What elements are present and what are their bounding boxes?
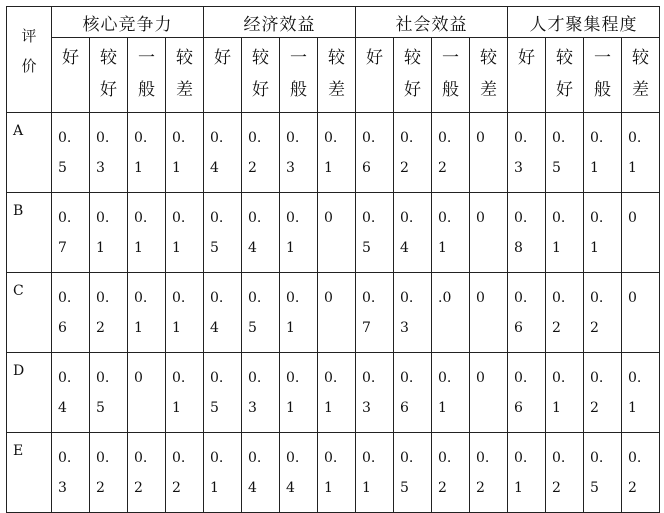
- table-row: [7, 273, 660, 353]
- cell-value: 0. 1: [172, 290, 186, 336]
- table-cell: [166, 273, 204, 353]
- cell-value: 0. 1: [552, 370, 566, 416]
- cell-value: 0. 2: [628, 450, 642, 496]
- cell-value: 0. 4: [58, 370, 72, 416]
- level-header-average: 一 般: [280, 38, 318, 113]
- cell-value: 0. 6: [514, 370, 528, 416]
- table-cell: [318, 353, 356, 433]
- level-header-good: 好: [52, 38, 90, 113]
- level-header-average: 一 般: [432, 38, 470, 113]
- table-body: [7, 113, 660, 513]
- cell-value: 0. 1: [96, 210, 110, 256]
- table-cell: [128, 353, 166, 433]
- cell-value: 0. 6: [362, 130, 376, 176]
- level-header-good: 好: [204, 38, 242, 113]
- cell-value: 0. 4: [248, 210, 262, 256]
- cell-value: 0. 3: [400, 290, 414, 336]
- level-header-fairly-good: 较 好: [242, 38, 280, 113]
- level-header-row: [7, 38, 660, 113]
- cell-value: 0. 2: [400, 130, 414, 176]
- cell-value: 0. 1: [210, 450, 224, 496]
- group-header-social-benefit: 社会效益: [356, 7, 508, 38]
- cell-value: 0. 1: [172, 130, 186, 176]
- cell-value: 0. 2: [438, 130, 452, 176]
- cell-value: 0: [324, 290, 333, 306]
- table-cell: [546, 113, 584, 193]
- table-cell: [508, 193, 546, 273]
- table-cell: [470, 113, 508, 193]
- corner-label: 评 价: [21, 27, 37, 75]
- cell-value: 0. 4: [248, 450, 262, 496]
- cell-value: 0. 8: [514, 210, 528, 256]
- table-cell: [508, 353, 546, 433]
- table-cell: [622, 353, 660, 433]
- cell-value: 0. 2: [590, 370, 604, 416]
- table-cell: [356, 433, 394, 513]
- table-cell: [508, 113, 546, 193]
- group-header-talent-concentration: 人才聚集程度: [508, 7, 660, 38]
- table-cell: [128, 433, 166, 513]
- cell-value: 0: [476, 290, 485, 306]
- table-cell: [622, 193, 660, 273]
- cell-value: 0: [134, 370, 143, 386]
- table-cell: [394, 433, 432, 513]
- cell-value: 0. 2: [96, 450, 110, 496]
- table-cell: [470, 433, 508, 513]
- table-cell: [52, 273, 90, 353]
- level-header-good: 好: [356, 38, 394, 113]
- cell-value: 0. 6: [400, 370, 414, 416]
- cell-value: 0. 7: [362, 290, 376, 336]
- table-cell: [356, 193, 394, 273]
- cell-value: 0. 6: [514, 290, 528, 336]
- cell-value: .0: [438, 290, 452, 306]
- cell-value: 0. 1: [628, 130, 642, 176]
- cell-value: 0. 2: [134, 450, 148, 496]
- table-cell: [242, 113, 280, 193]
- table-cell: [280, 433, 318, 513]
- cell-value: 0: [476, 210, 485, 226]
- cell-value: 0. 5: [552, 130, 566, 176]
- table-cell: [166, 353, 204, 433]
- table-cell: [394, 193, 432, 273]
- table-cell: [242, 273, 280, 353]
- level-header-fairly-poor: 较 差: [622, 38, 660, 113]
- cell-value: 0. 2: [552, 290, 566, 336]
- table-cell: [52, 353, 90, 433]
- cell-value: 0. 6: [58, 290, 72, 336]
- table-cell: [242, 353, 280, 433]
- table-cell: [584, 433, 622, 513]
- table-cell: [622, 433, 660, 513]
- table-cell: [166, 433, 204, 513]
- table-cell: [280, 113, 318, 193]
- table-cell: [584, 113, 622, 193]
- group-header-core-competitiveness: 核心竞争力: [52, 7, 204, 38]
- cell-value: 0. 3: [248, 370, 262, 416]
- table-cell: [508, 273, 546, 353]
- table-cell: [470, 353, 508, 433]
- table-cell: [584, 353, 622, 433]
- table-cell: [394, 353, 432, 433]
- table-cell: [356, 113, 394, 193]
- table-cell: [280, 193, 318, 273]
- table-cell: [432, 353, 470, 433]
- cell-value: 0. 3: [286, 130, 300, 176]
- cell-value: 0. 5: [590, 450, 604, 496]
- cell-value: 0. 2: [590, 290, 604, 336]
- cell-value: 0. 1: [438, 370, 452, 416]
- cell-value: 0. 2: [172, 450, 186, 496]
- cell-value: 0. 1: [286, 370, 300, 416]
- cell-value: 0. 1: [172, 370, 186, 416]
- cell-value: 0. 3: [58, 450, 72, 496]
- table-cell: [318, 193, 356, 273]
- cell-value: 0. 1: [134, 130, 148, 176]
- level-header-fairly-poor: 较 差: [318, 38, 356, 113]
- cell-value: 0. 5: [210, 370, 224, 416]
- level-header-good: 好: [508, 38, 546, 113]
- table-cell: [584, 273, 622, 353]
- table-cell: [204, 273, 242, 353]
- table-cell: [584, 193, 622, 273]
- table-cell: [394, 113, 432, 193]
- table-cell: [432, 273, 470, 353]
- table-cell: [90, 353, 128, 433]
- cell-value: 0. 1: [324, 370, 338, 416]
- cell-value: 0: [324, 210, 333, 226]
- cell-value: 0. 1: [172, 210, 186, 256]
- table-cell: [280, 273, 318, 353]
- table-cell: [546, 433, 584, 513]
- level-header-fairly-good: 较 好: [90, 38, 128, 113]
- table-cell: [128, 273, 166, 353]
- cell-value: 0. 4: [400, 210, 414, 256]
- cell-value: 0. 3: [96, 130, 110, 176]
- cell-value: 0. 3: [514, 130, 528, 176]
- table-cell: [470, 273, 508, 353]
- table-row: [7, 193, 660, 273]
- cell-value: 0. 1: [362, 450, 376, 496]
- cell-value: 0. 1: [590, 210, 604, 256]
- table-cell: [128, 193, 166, 273]
- table-row: [7, 353, 660, 433]
- level-header-fairly-poor: 较 差: [470, 38, 508, 113]
- cell-value: 0. 2: [438, 450, 452, 496]
- cell-value: 0. 4: [210, 290, 224, 336]
- cell-value: 0. 7: [58, 210, 72, 256]
- cell-value: 0. 5: [58, 130, 72, 176]
- cell-value: 0. 3: [362, 370, 376, 416]
- cell-value: 0. 1: [134, 210, 148, 256]
- cell-value: 0. 5: [248, 290, 262, 336]
- table-cell: [318, 273, 356, 353]
- cell-value: 0. 4: [286, 450, 300, 496]
- group-header-economic-benefit: 经济效益: [204, 7, 356, 38]
- table-cell: [52, 433, 90, 513]
- cell-value: 0. 1: [286, 290, 300, 336]
- cell-value: 0. 1: [438, 210, 452, 256]
- cell-value: 0: [476, 370, 485, 386]
- cell-value: 0: [628, 210, 637, 226]
- table-cell: [394, 273, 432, 353]
- row-label: D: [7, 353, 52, 433]
- table-cell: [204, 193, 242, 273]
- cell-value: 0. 2: [248, 130, 262, 176]
- table-cell: [90, 273, 128, 353]
- table-cell: [166, 193, 204, 273]
- cell-value: 0. 1: [324, 450, 338, 496]
- table-cell: [432, 433, 470, 513]
- cell-value: 0. 4: [210, 130, 224, 176]
- cell-value: 0. 1: [324, 130, 338, 176]
- table-cell: [128, 113, 166, 193]
- table-cell: [242, 433, 280, 513]
- table-cell: [90, 193, 128, 273]
- table-row: [7, 113, 660, 193]
- level-header-fairly-poor: 较 差: [166, 38, 204, 113]
- cell-value: 0. 2: [476, 450, 490, 496]
- table-cell: [204, 113, 242, 193]
- table-cell: [318, 433, 356, 513]
- cell-value: 0. 1: [134, 290, 148, 336]
- cell-value: 0. 1: [628, 370, 642, 416]
- level-header-fairly-good: 较 好: [546, 38, 584, 113]
- table-cell: [166, 113, 204, 193]
- level-header-average: 一 般: [128, 38, 166, 113]
- table-cell: [318, 113, 356, 193]
- cell-value: 0. 1: [552, 210, 566, 256]
- table-cell: [280, 353, 318, 433]
- table-cell: [622, 273, 660, 353]
- row-label: A: [7, 113, 52, 193]
- row-label: C: [7, 273, 52, 353]
- table-cell: [90, 113, 128, 193]
- cell-value: 0. 1: [514, 450, 528, 496]
- cell-value: 0. 5: [210, 210, 224, 256]
- level-header-average: 一 般: [584, 38, 622, 113]
- group-header-row: [7, 7, 660, 38]
- cell-value: 0. 1: [590, 130, 604, 176]
- cell-value: 0. 5: [362, 210, 376, 256]
- row-label: B: [7, 193, 52, 273]
- cell-value: 0. 5: [96, 370, 110, 416]
- table-cell: [356, 273, 394, 353]
- table-cell: [470, 193, 508, 273]
- table-cell: [432, 193, 470, 273]
- table-cell: [432, 113, 470, 193]
- table-cell: [204, 353, 242, 433]
- table-cell: [546, 353, 584, 433]
- cell-value: 0. 5: [400, 450, 414, 496]
- table-row: [7, 433, 660, 513]
- level-header-fairly-good: 较 好: [394, 38, 432, 113]
- table-cell: [204, 433, 242, 513]
- cell-value: 0. 2: [96, 290, 110, 336]
- cell-value: 0: [476, 130, 485, 146]
- table-cell: [242, 193, 280, 273]
- row-label: E: [7, 433, 52, 513]
- evaluation-table: [6, 6, 660, 513]
- cell-value: 0: [628, 290, 637, 306]
- table-cell: [546, 193, 584, 273]
- table-cell: [546, 273, 584, 353]
- cell-value: 0. 2: [552, 450, 566, 496]
- table-cell: [622, 113, 660, 193]
- table-cell: [356, 353, 394, 433]
- corner-header: [7, 7, 52, 113]
- table-cell: [52, 193, 90, 273]
- table-cell: [90, 433, 128, 513]
- table-cell: [508, 433, 546, 513]
- table-cell: [52, 113, 90, 193]
- cell-value: 0. 1: [286, 210, 300, 256]
